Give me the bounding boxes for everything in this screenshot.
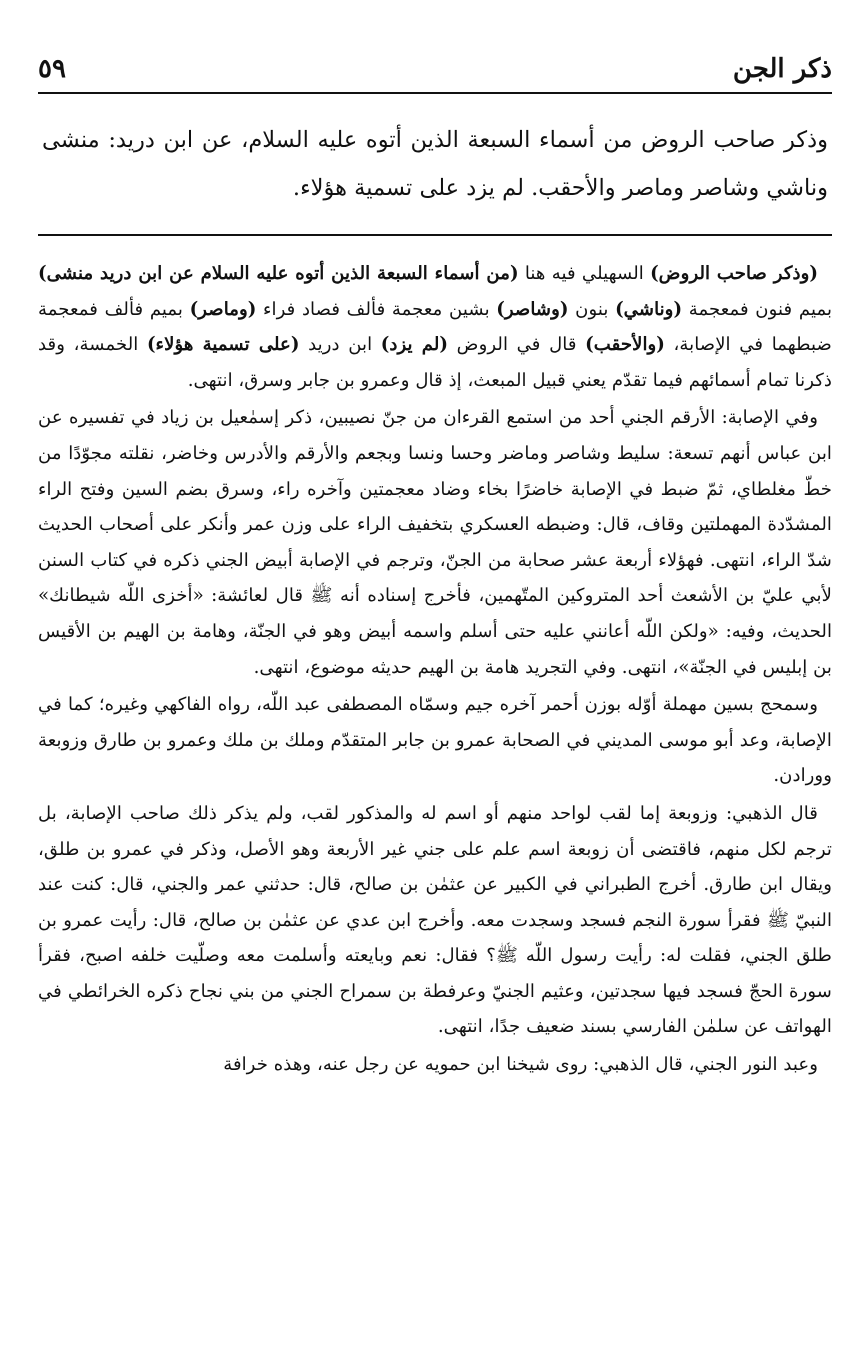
commentary-text: الخمسة، وقد ذكرنا تمام أسمائهم فيما تقدّم يعني قبيل المبعث، إذ قال وعمرو بن جابر وسرق، انتهى.	[38, 334, 832, 391]
lemma-quote: (وماصر)	[189, 298, 257, 320]
commentary-text: بميم فألف فمعجمة ضبطهما في الإصابة،	[38, 298, 832, 356]
commentary	[38, 256, 832, 1083]
commentary-text: بنون	[568, 298, 616, 320]
commentary-paragraph-2: وفي الإصابة: الأرقم الجني أحد من استمع القرءان من جنّ نصيبين، ذكر إسمٰعيل بن زياد في تفسيره عن ابن عباس أنهم تسعة: سليط وشاصر وماضر وحسا ونسا وبجعم والأرقم والأدرس وخاضر، نقلته مجوّدًا من خطّ مغلطاي، ثمّ ضبط في الإصابة خاضرًا بخاء وضاد معجمتين وآخره راء، وسرق بضم السين وفتح الراء المشدّدة المهملتين وقاف، قال: وضبطه العسكري بتخفيف الراء على وزن عمر وأنكر على أصحاب الحديث شدّ الراء، انتهى. فهؤلاء أربعة عشر صحابة من الجنّ، وترجم في الإصابة أبيض الجني ذكره في كتاب السنن لأبي عليّ بن الأشعث أحد المتروكين المتّهمين، فأخرج إسناده أنه ﷺ قال لعائشة: «أخزى اللّه شيطانك» الحديث، وفيه: «ولكن اللّه أعانني عليه حتى أسلم واسمه أبيض وهو في الجنّة، وهامة بن الهيم بن الأقيس بن إبليس في الجنّة»، انتهى. وفي التجريد هامة بن الهيم حديثه موضوع، انتهى.	[38, 407, 832, 678]
commentary-text: السهيلي فيه هنا	[518, 263, 651, 284]
main-text: وذكر صاحب الروض من أسماء السبعة الذين أتوه عليه السلام، عن ابن دريد: منشى وناشي وشاصر وماصر والأحقب. لم يزد على تسمية هؤلاء.	[42, 127, 828, 201]
lemma-quote: (من أسماء السبعة الذين أتوه عليه السلام عن ابن دريد منشى)	[38, 263, 519, 284]
lemma-quote: (وشاصر)	[496, 298, 569, 320]
commentary-paragraph-4: قال الذهبي: وزوبعة إما لقب لواحد منهم أو اسم له والمذكور لقب، ولم يذكر ذلك صاحب الإصابة، بل ترجم لكل منهم، فاقتضى أن زوبعة اسم علم على جني غير الأربعة وهو الأصل، وذكر في عمرو بن طلق، ويقال ابن طارق. أخرج الطبراني في الكبير عن عثمٰن بن صالح، قال: حدثني عمر والجني، قال: كنت عند النبيّ ﷺ فقرأ سورة النجم فسجد وسجدت معه. وأخرج ابن عدي عن عثمٰن بن صالح، قال: رأيت عمرو بن طلق الجني، فقلت له: رأيت رسول اللّه ﷺ؟ فقال: نعم وبايعته وأسلمت معه وصلّيت خلفه اصبح، فقرأ سورة الحجّ فسجد فيها سجدتين، وعثيم الجنيّ وعرفطة بن سمراح الجني من بني نجاح ذكره الخرائطي في الهواتف عن سلمٰن الفارسي بسند ضعيف جدًا، انتهى.	[38, 802, 832, 1038]
lemma-quote: (وذكر صاحب الروض)	[650, 263, 818, 284]
page-header	[38, 0, 832, 94]
chapter-title: ذكر الجن	[732, 54, 832, 84]
commentary-paragraph-1	[38, 256, 832, 398]
commentary-paragraph-3: وسمحج بسين مهملة أوّله بوزن أحمر آخره جيم وسمّاه المصطفى عبد اللّه، رواه الفاكهي وغيره؛ كما في الإصابة، وعد أبو موسى المديني في الصحابة عمرو بن جابر المتقدّم وملك بن ملك وعمرو بن طارق وزوبعة وورادن.	[38, 694, 832, 787]
divider-rule	[38, 234, 832, 236]
commentary-paragraph-5: وعبد النور الجني، قال الذهبي: روى شيخنا ابن حمويه عن رجل عنه، وهذه خرافة	[223, 1054, 818, 1076]
lemma-quote: (وناشي)	[615, 298, 683, 320]
page-number: ٥٩	[38, 54, 66, 84]
commentary-text: بشين معجمة فألف فصاد فراء	[256, 298, 497, 320]
lemma-quote: (لم يزد)	[380, 334, 448, 356]
commentary-text: قال في الروض	[448, 334, 586, 356]
lemma-quote: (على تسمية هؤلاء)	[146, 334, 300, 356]
commentary-text: ابن دريد	[299, 334, 381, 356]
lemma-quote: (والأحقب)	[585, 334, 665, 356]
commentary-text: بميم فنون فمعجمة	[682, 298, 833, 320]
